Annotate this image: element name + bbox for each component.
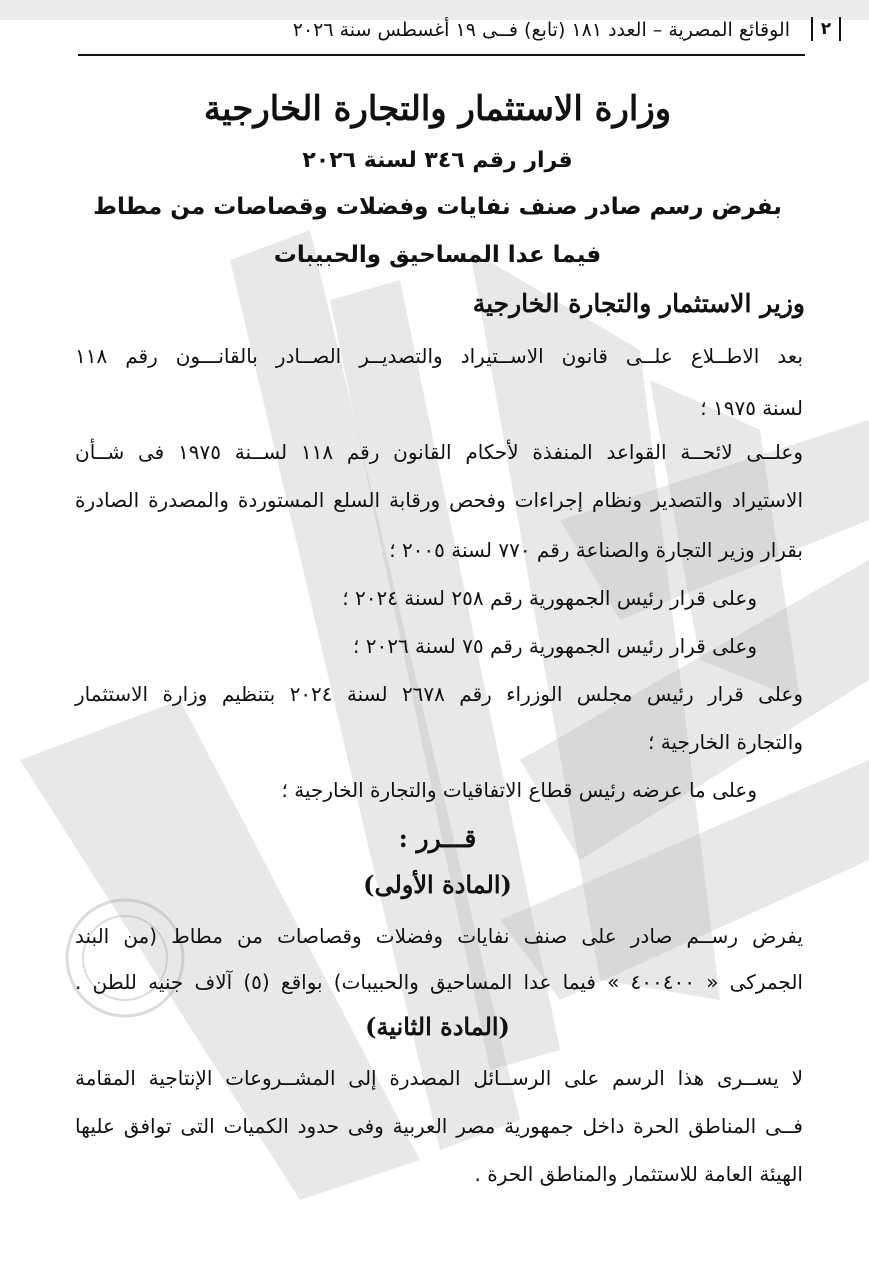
decree-number: قرار رقم ٣٤٦ لسنة ٢٠٢٦ xyxy=(302,148,573,173)
article-1-line-2: الجمركى « ٤٠٠٤٠٠ » فيما عدا المساحيق والحبيبات) بواقع (٥) آلاف جنيه للطن . xyxy=(75,970,803,994)
running-header: الوقائع المصرية – العدد ١٨١ (تابع) فــى ١٩ أغسطس سنة ٢٠٢٦ xyxy=(292,19,790,41)
preamble-p1-line-2: لسنة ١٩٧٥ ؛ xyxy=(700,396,803,420)
preamble-p2-line-1: وعلــى لائحــة القواعد المنفذة لأحكام القانون رقم ١١٨ لســنة ١٩٧٥ فى شــأن xyxy=(75,440,804,464)
preamble-p2-line-2: الاستيراد والتصدير ونظام إجراءات وفحص ورقابة السلع المستوردة والمصدرة الصادرة xyxy=(75,488,803,512)
decree-subject-line-1: بفرض رسم صادر صنف نفايات وفضلات وقصاصات من مطاط xyxy=(93,194,782,220)
minister-heading: وزير الاستثمار والتجارة الخارجية xyxy=(472,289,805,318)
article-2-line-1: لا يســرى هذا الرسم على الرســائل المصدرة إلى المشــروعات الإنتاجية المقامة xyxy=(75,1066,803,1090)
article-1-line-1: يفرض رســم صادر على صنف نفايات وفضلات وقصاصات من مطاط (من البند xyxy=(75,924,803,948)
preamble-p5-line-1: وعلى قرار رئيس مجلس الوزراء رقم ٢٦٧٨ لسنة ٢٠٢٤ بتنظيم وزارة الاستثمار xyxy=(75,682,803,706)
article-2-title: (المادة الثانية) xyxy=(365,1012,510,1041)
preamble-p2-line-3: بقرار وزير التجارة والصناعة رقم ٧٧٠ لسنة ٢٠٠٥ ؛ xyxy=(389,538,803,562)
preamble-p4: وعلى قرار رئيس الجمهورية رقم ٧٥ لسنة ٢٠٢٦ ؛ xyxy=(353,634,757,658)
decree-subject-line-2: فيما عدا المساحيق والحبيبات xyxy=(273,242,602,268)
preamble-p5-line-2: والتجارة الخارجية ؛ xyxy=(648,730,803,754)
preamble-p6: وعلى ما عرضه رئيس قطاع الاتفاقيات والتجارة الخارجية ؛ xyxy=(281,778,757,802)
article-2-line-2: فــى المناطق الحرة داخل جمهورية مصر العربية وفى حدود الكميات التى توافق عليها xyxy=(75,1114,803,1138)
ruling-heading: قـــرر : xyxy=(398,824,477,853)
preamble-p3: وعلى قرار رئيس الجمهورية رقم ٢٥٨ لسنة ٢٠٢٤ ؛ xyxy=(342,586,757,610)
page-number: ٢ xyxy=(811,17,841,41)
preamble-p1-line-1: بعد الاطــلاع علــى قانون الاســتيراد والتصديــر الصــادر بالقانـــون رقم ١١٨ xyxy=(75,344,803,368)
article-2-line-3: الهيئة العامة للاستثمار والمناطق الحرة . xyxy=(474,1162,803,1186)
ministry-title: وزارة الاستثمار والتجارة الخارجية xyxy=(203,89,672,129)
header-divider xyxy=(78,54,805,56)
article-1-title: (المادة الأولى) xyxy=(363,870,512,899)
